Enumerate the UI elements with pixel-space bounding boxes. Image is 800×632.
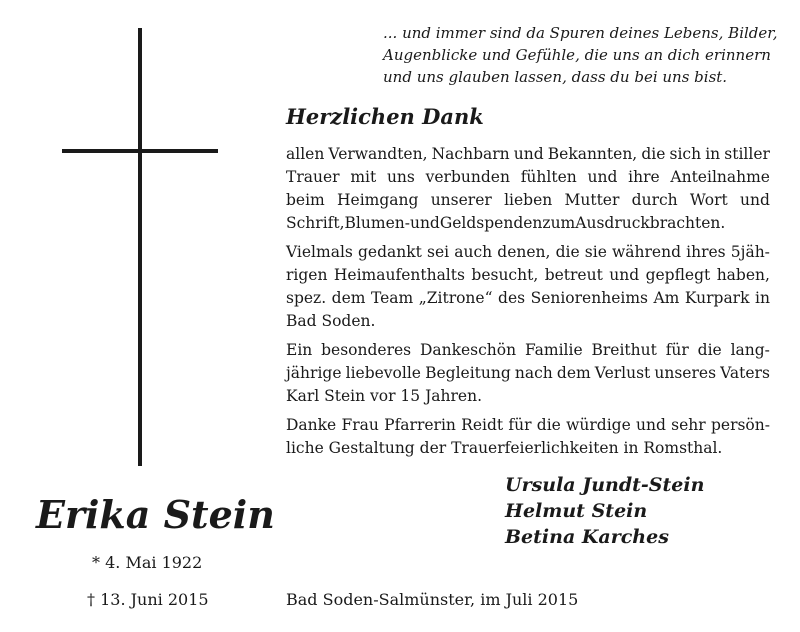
word: für	[508, 416, 532, 434]
word: ihres	[686, 243, 726, 261]
word: Ein	[286, 341, 313, 359]
paragraph	[286, 414, 770, 460]
word: Bekannten,	[547, 145, 638, 163]
word: in	[705, 145, 721, 163]
word: würdige	[566, 416, 631, 434]
word: und	[609, 266, 640, 284]
word: die	[641, 145, 666, 163]
word: Schrift,	[286, 214, 345, 232]
text-line	[286, 385, 770, 408]
word: Kurpark	[684, 289, 750, 307]
word: Trauer	[286, 168, 340, 186]
text-line	[286, 143, 770, 166]
text-line	[286, 264, 770, 287]
signer-name: Betina Karches	[505, 526, 669, 548]
signers	[505, 472, 704, 550]
word: Ausdruck	[575, 214, 650, 232]
word: liebevolle	[345, 364, 421, 382]
paragraph	[286, 339, 770, 408]
paragraph	[286, 143, 770, 235]
deceased-name: Erika Stein	[36, 492, 275, 537]
word: Danke	[286, 416, 337, 434]
word: Seniorenheims	[530, 289, 648, 307]
word: Heimgang	[337, 191, 419, 209]
word: Mutter	[564, 191, 620, 209]
word: jährige	[286, 364, 342, 382]
word: ihre	[628, 168, 660, 186]
word: brachten.	[649, 214, 726, 232]
word: unseres	[654, 364, 717, 382]
text-line	[286, 339, 770, 362]
word: Bad Soden.	[286, 312, 376, 330]
word: dem	[556, 364, 591, 382]
word: nach	[514, 364, 553, 382]
text-line	[286, 310, 770, 333]
word: Wort	[689, 191, 728, 209]
word: Begleitung	[425, 364, 511, 382]
word: uns	[386, 168, 415, 186]
word: sehr	[671, 416, 706, 434]
word: gedankt	[358, 243, 422, 261]
word: gepflegt	[645, 266, 711, 284]
word: und	[740, 191, 770, 209]
word: Pfarrerin	[384, 416, 456, 434]
signer-name: Ursula Jundt-Stein	[505, 474, 705, 496]
birth-date: * 4. Mai 1922	[92, 553, 203, 572]
quote	[383, 22, 783, 88]
text-line	[286, 287, 770, 310]
text-line	[286, 166, 770, 189]
word: Blumen-	[344, 214, 410, 232]
word: Verlust	[594, 364, 651, 382]
signer-name: Helmut Stein	[505, 500, 648, 522]
word: Dankeschön	[419, 341, 517, 359]
word: sie	[584, 243, 607, 261]
word: und	[636, 416, 666, 434]
text-line	[286, 241, 770, 264]
thanks-text	[286, 143, 770, 466]
word: des	[498, 289, 526, 307]
paragraph	[286, 241, 770, 333]
word: zum	[542, 214, 576, 232]
word: Breithut	[591, 341, 657, 359]
word: Heimaufenthalts	[333, 266, 465, 284]
word: Anteilnahme	[670, 168, 770, 186]
cross-vertical-bar	[138, 28, 142, 466]
word: durch	[631, 191, 678, 209]
word: dem	[331, 289, 366, 307]
word: unserer	[430, 191, 492, 209]
text-line	[286, 414, 770, 437]
word: besucht,	[471, 266, 539, 284]
word: „Zitrone“	[418, 289, 493, 307]
cross-horizontal-bar	[62, 149, 218, 153]
death-date: † 13. Juni 2015	[87, 590, 209, 609]
word: sei	[427, 243, 450, 261]
text-line	[286, 437, 770, 460]
word: stiller	[724, 145, 770, 163]
word: Nachbarn	[431, 145, 510, 163]
text-line	[286, 362, 770, 385]
word: 5jäh-	[730, 243, 770, 261]
quote-line: Augenblicke und Gefühle, die uns an dich erinnern	[383, 46, 771, 64]
text-line	[286, 189, 770, 212]
word: betreut	[544, 266, 603, 284]
word: Reidt	[461, 416, 504, 434]
word: besonderes	[321, 341, 412, 359]
word: spez.	[286, 289, 327, 307]
word: lieben	[504, 191, 553, 209]
word: denen,	[497, 243, 551, 261]
heading: Herzlichen Dank	[286, 104, 484, 129]
word: Vielmals	[286, 243, 353, 261]
quote-line: und uns glauben lassen, dass du bei uns bist.	[383, 68, 728, 86]
word: mit	[350, 168, 377, 186]
word: und	[513, 145, 544, 163]
word: allen	[286, 145, 325, 163]
word: Vaters	[720, 364, 770, 382]
word: rigen	[286, 266, 328, 284]
word: Karl Stein vor 15 Jahren.	[286, 387, 483, 405]
word: Geldspenden	[439, 214, 543, 232]
place-date: Bad Soden-Salmünster, im Juli 2015	[286, 590, 579, 609]
word: während	[612, 243, 682, 261]
word: persön-	[710, 416, 770, 434]
word: die	[555, 243, 580, 261]
word: auch	[454, 243, 493, 261]
word: für	[665, 341, 689, 359]
word: fühlten	[520, 168, 577, 186]
word: Team	[370, 289, 414, 307]
word: die	[536, 416, 561, 434]
word: haben,	[716, 266, 770, 284]
word: und	[409, 214, 440, 232]
quote-line: ... und immer sind da Spuren deines Lebens, Bilder,	[383, 24, 778, 42]
word: die	[697, 341, 722, 359]
word: Familie	[524, 341, 583, 359]
word: Verwandten,	[328, 145, 428, 163]
text-line	[286, 212, 770, 235]
word: sich	[669, 145, 702, 163]
word: verbunden	[425, 168, 510, 186]
word: liche Gestaltung der Trauerfeierlichkeiten in Romsthal.	[286, 439, 723, 457]
word: beim	[286, 191, 325, 209]
word: Am	[653, 289, 680, 307]
word: und	[587, 168, 618, 186]
word: Frau	[341, 416, 379, 434]
word: lang-	[730, 341, 770, 359]
word: in	[755, 289, 770, 307]
